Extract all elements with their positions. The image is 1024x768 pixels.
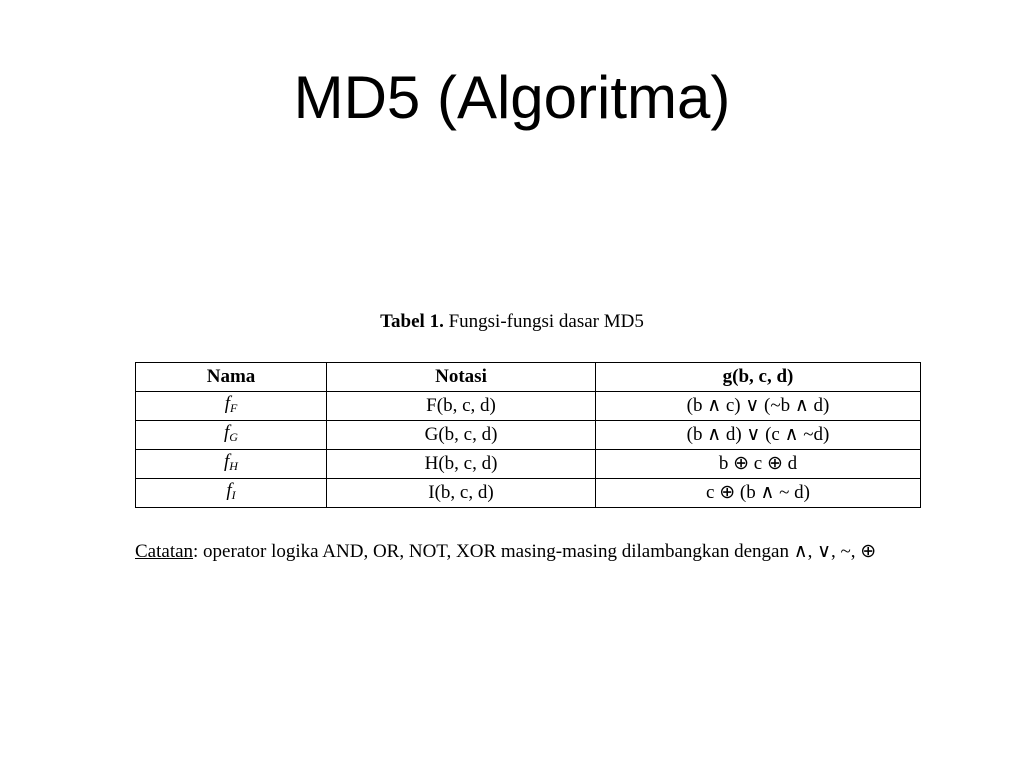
cell-g: c ⊕ (b ∧ ~ d) (596, 479, 921, 508)
cell-nama: $f_I$ (136, 479, 327, 508)
cell-g: (b ∧ c) ∨ (~b ∧ d) (596, 392, 921, 421)
note-label: Catatan (135, 541, 194, 562)
header-nama: Nama (136, 363, 327, 392)
cell-notasi: H(b, c, d) (327, 450, 596, 479)
table-caption (0, 309, 1024, 335)
table-row (136, 421, 921, 450)
table-header-row (136, 363, 921, 392)
header-notasi: Notasi (327, 363, 596, 392)
cell-g: (b ∧ d) ∨ (c ∧ ~d) (596, 421, 921, 450)
table-note (135, 538, 985, 566)
cell-nama: $f_F$ (136, 392, 327, 421)
cell-g: b ⊕ c ⊕ d (596, 450, 921, 479)
table-caption-label: Tabel 1. (380, 311, 444, 332)
table-row (136, 479, 921, 508)
note-text: : operator logika AND, OR, NOT, XOR masing-masing dilambangkan dengan ∧, ∨, ~, ⊕ (193, 541, 877, 562)
cell-notasi: G(b, c, d) (327, 421, 596, 450)
slide-title: MD5 (Algoritma) (293, 64, 731, 131)
cell-nama: $f_G$ (136, 421, 327, 450)
cell-nama: $f_H$ (136, 450, 327, 479)
table-row (136, 392, 921, 421)
cell-notasi: F(b, c, d) (327, 392, 596, 421)
table-row (136, 450, 921, 479)
md5-functions-table (135, 362, 921, 508)
header-g: g(b, c, d) (596, 363, 921, 392)
cell-notasi: I(b, c, d) (327, 479, 596, 508)
table-caption-text: Fungsi-fungsi dasar MD5 (448, 311, 644, 332)
